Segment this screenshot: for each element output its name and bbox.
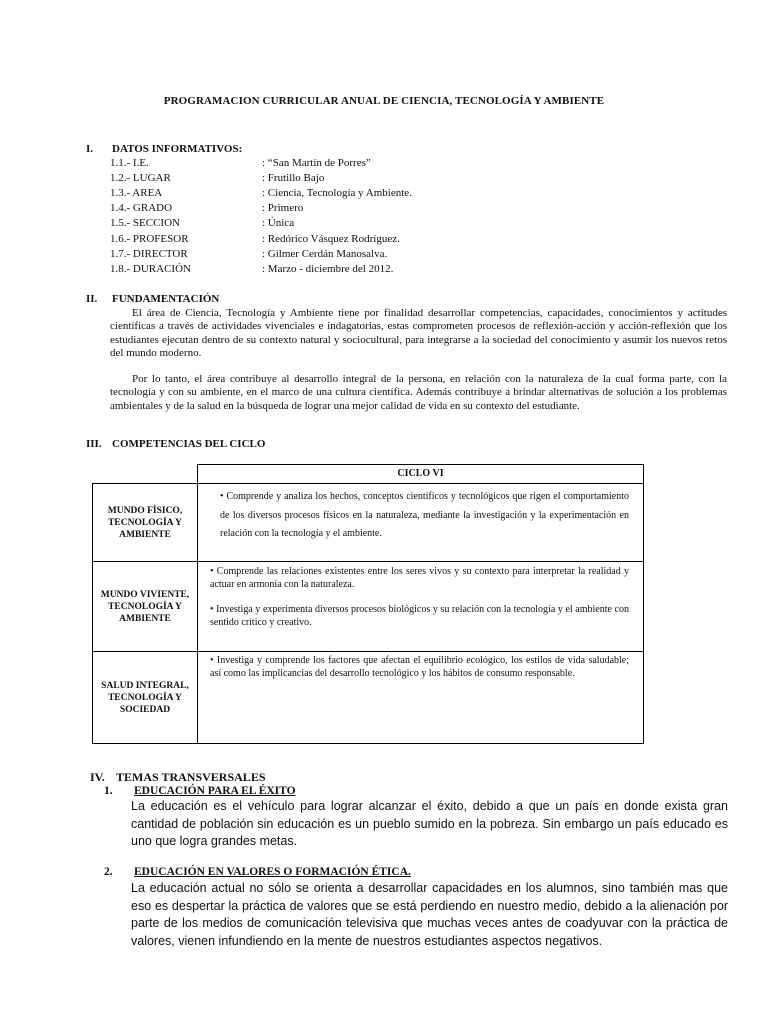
info-label: 1.2.- LUGAR xyxy=(110,172,171,184)
section-number: II. xyxy=(86,293,98,305)
table-row xyxy=(93,562,644,652)
table-row xyxy=(93,484,644,562)
info-value: : Primero xyxy=(262,202,304,214)
table-area-cell: MUNDO FÍSICO, TECNOLOGÍA Y AMBIENTE xyxy=(93,484,198,562)
fundamentacion-paragraph-1: El área de Ciencia, Tecnología y Ambiente tiene por finalidad desarrollar competencias, capacidades, conocimientos y actitudes científicas a través de actividades vivenciales e indagatorias, estas comprometen procesos de reflexión-acción y acción-reflexión que los estudiantes ejecutan dentro de su contexto natural y sociocultural, para integrarse a la sociedad del conocimiento y asumir los nuevos retos del mundo moderno. xyxy=(110,307,727,360)
competencia-bullet: • Comprende las relaciones existentes entre los seres vivos y su contexto para interpretar la realidad y actuar en armonía con la naturaleza. xyxy=(210,566,629,590)
table-header-ciclo: CICLO VI xyxy=(198,465,644,484)
section-temas-heading xyxy=(90,770,266,785)
tema-1-heading xyxy=(104,785,296,797)
section-number: I. xyxy=(86,143,94,155)
table-row xyxy=(93,652,644,744)
section-title: TEMAS TRANSVERSALES xyxy=(116,770,266,784)
info-value: : Única xyxy=(262,217,295,229)
info-value: : Ciencia, Tecnología y Ambiente. xyxy=(262,187,412,199)
competencia-bullet: • Investiga y experimenta diversos procesos biológicos y su relación con la tecnología y el ambiente con sentido crítico y creativo. xyxy=(210,604,629,628)
info-label: 1.3.- AREA xyxy=(110,187,163,199)
section-fundamentacion-heading xyxy=(86,293,219,305)
info-label: 1.6.- PROFESOR xyxy=(110,233,189,245)
competencia-bullet: • Comprende y analiza los hechos, conceptos científicos y tecnológicos que rigen el comportamiento de los diversos procesos físicos en la naturaleza, mediante la investigación y la experimentación en relación con la tecnología y el ambiente. xyxy=(220,491,629,539)
table-content-cell xyxy=(198,652,644,744)
table-empty-cell xyxy=(93,465,198,484)
section-number: III. xyxy=(86,438,102,450)
fundamentacion-paragraph-2: Por lo tanto, el área contribuye al desarrollo integral de la persona, en relación con la naturaleza de la cual forma parte, con la tecnología y con su ambiente, en el marco de una cultura científica. Además contribuye a brindar alternativas de solución a los problemas ambientales y de la salud en la búsqueda de lograr una mejor calidad de vida en su contexto del estudiante. xyxy=(110,373,727,412)
info-label: 1.7.- DIRECTOR xyxy=(110,248,188,260)
section-title: COMPETENCIAS DEL CICLO xyxy=(112,438,266,450)
table-header-row xyxy=(93,465,644,484)
section-datos-heading xyxy=(86,143,242,155)
tema-title: EDUCACIÓN PARA EL ÉXITO xyxy=(134,785,296,797)
info-value: : Marzo - diciembre del 2012. xyxy=(262,263,394,275)
tema-1-text: La educación es el vehículo para lograr alcanzar el éxito, debido a que un país en donde exista gran cantidad de población sin educación es un pueblo sumido en la pobreza. Sin embargo un país educado es uno que logra grandes metas. xyxy=(131,799,728,849)
info-label: 1.4.- GRADO xyxy=(110,202,173,214)
info-value: : Frutillo Bajo xyxy=(262,172,325,184)
competencia-bullet: • Investiga y comprende los factores que afectan el equilibrio ecológico, los estilos de vida saludable; así como las implicancias del desarrollo tecnológico y los hábitos de consumo responsable. xyxy=(210,655,629,679)
tema-2-heading xyxy=(104,866,411,878)
tema-title: EDUCACIÓN EN VALORES O FORMACIÓN ÉTICA. xyxy=(134,866,411,878)
info-value: : Redórico Vásquez Rodríguez. xyxy=(262,233,400,245)
table-area-cell: SALUD INTEGRAL, TECNOLOGÍA Y SOCIEDAD xyxy=(93,652,198,744)
table-content-cell xyxy=(198,484,644,562)
section-competencias-heading xyxy=(86,438,265,450)
info-value: : “San Martín de Porres” xyxy=(262,157,371,169)
section-title: DATOS INFORMATIVOS: xyxy=(112,143,243,155)
info-label: 1.1.- I.E. xyxy=(110,157,149,169)
info-label: 1.5.- SECCION xyxy=(110,217,180,229)
table-content-cell xyxy=(198,562,644,652)
tema-2-text: La educación actual no sólo se orienta a desarrollar capacidades en los alumnos, sino también mas que eso es despertar la práctica de valores que se está perdiendo en nuestro medio, debido a la alienación por parte de los medios de comunicación televisiva que muchas veces antes de coadyuvar con la práctica de valores, vienen infundiendo en la mente de nuestros estudiantes aspectos negativos. xyxy=(131,881,728,948)
info-label: 1.8.- DURACIÓN xyxy=(110,263,191,275)
document-title: PROGRAMACION CURRICULAR ANUAL DE CIENCIA, TECNOLOGÍA Y AMBIENTE xyxy=(163,95,605,107)
tema-number: 1. xyxy=(104,785,113,797)
info-value: : Gilmer Cerdán Manosalva. xyxy=(262,248,388,260)
table-area-cell: MUNDO VIVIENTE, TECNOLOGÍA Y AMBIENTE xyxy=(93,562,198,652)
section-number: IV. xyxy=(90,770,105,784)
competencias-table xyxy=(92,464,644,744)
section-title: FUNDAMENTACIÓN xyxy=(112,293,220,305)
tema-number: 2. xyxy=(104,866,113,878)
